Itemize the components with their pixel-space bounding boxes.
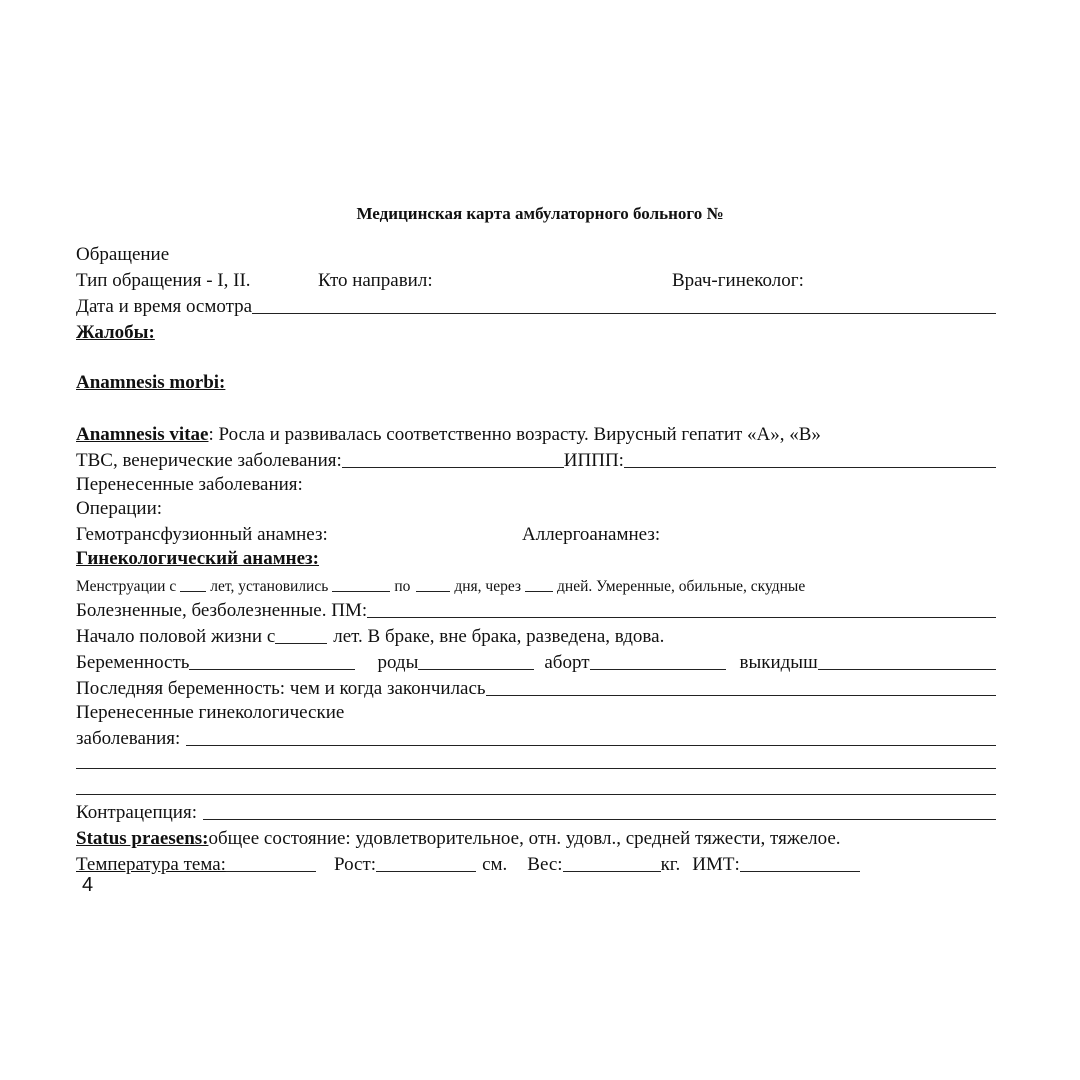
height-label: Рост:: [333, 854, 377, 875]
referred-by-label: Кто направил:: [318, 270, 433, 291]
exam-datetime-field[interactable]: [252, 297, 996, 314]
visit-type-row: [76, 266, 996, 292]
past-gyn-row-1: [76, 698, 996, 724]
past-gyn-field[interactable]: [186, 729, 996, 746]
sex-life-row: [76, 622, 996, 648]
weight-label: Вес:: [527, 854, 563, 875]
painful-label: Болезненные, безболезненные. ПМ:: [76, 600, 368, 621]
tbc-field[interactable]: [342, 451, 564, 468]
births-field[interactable]: [418, 653, 534, 670]
allergy-label: Аллергоанамнез:: [522, 524, 661, 545]
tbc-label: ТВС, венерические заболевания:: [76, 450, 342, 471]
weight-field[interactable]: [563, 855, 661, 872]
menses-text-2: лет, установились: [210, 578, 329, 595]
pregnancy-field[interactable]: [189, 653, 355, 670]
ippp-label: ИППП:: [563, 450, 624, 471]
sex-life-age-field[interactable]: [275, 627, 327, 644]
blank-line-1[interactable]: [76, 768, 996, 769]
status-row: [76, 824, 996, 850]
menses-text-5: дней. Умеренные, обильные, скудные: [557, 578, 806, 595]
contraception-row: [76, 798, 996, 824]
vitals-row: [76, 850, 996, 876]
last-pregnancy-row: [76, 674, 996, 700]
complaints-heading: Жалобы:: [76, 322, 155, 343]
blank-line-2[interactable]: [76, 794, 996, 795]
menses-text-3: по: [394, 578, 411, 595]
anamnesis-vitae-row: [76, 420, 996, 446]
temperature-field[interactable]: [226, 855, 316, 872]
sex-life-text-2: лет. В браке, вне брака, разведена, вдова.: [333, 626, 665, 647]
last-pregnancy-field[interactable]: [486, 679, 996, 696]
painful-row: [76, 596, 996, 622]
past-diseases-label: Перенесенные заболевания:: [76, 474, 303, 495]
ippp-field[interactable]: [624, 451, 996, 468]
complaints-row: [76, 318, 996, 344]
contraception-field[interactable]: [203, 803, 996, 820]
exam-datetime-row: [76, 292, 996, 318]
gyn-heading: Гинекологический анамнез:: [76, 548, 320, 569]
pregnancy-label: Беременность: [76, 652, 190, 673]
past-gyn-row-2: [76, 724, 996, 750]
births-label: роды: [377, 652, 419, 673]
doctor-label: Врач-гинеколог:: [672, 270, 804, 291]
sex-life-text-1: Начало половой жизни с: [76, 626, 276, 647]
anamnesis-vitae-heading: Anamnesis vitae: [76, 424, 209, 445]
status-heading: Status praesens:: [76, 828, 209, 849]
transfusion-label: Гемотрансфузионный анамнез:: [76, 524, 328, 545]
page-number: 4: [82, 874, 94, 896]
menses-established-field[interactable]: [332, 575, 390, 592]
tbc-row: [76, 446, 996, 472]
bmi-field[interactable]: [740, 855, 860, 872]
anamnesis-morbi-heading: Anamnesis morbi:: [76, 372, 226, 393]
abortion-field[interactable]: [590, 653, 726, 670]
bmi-label: ИМТ:: [692, 854, 740, 875]
operations-row: [76, 494, 996, 520]
last-pregnancy-label: Последняя беременность: чем и когда закончилась: [76, 678, 486, 699]
status-text: общее состояние: удовлетворительное, отн. удовл., средней тяжести, тяжелое.: [208, 828, 841, 849]
miscarriage-field[interactable]: [818, 653, 996, 670]
past-gyn-label-2: заболевания:: [76, 728, 181, 749]
past-diseases-row: [76, 470, 996, 496]
weight-unit: кг.: [660, 854, 681, 875]
transfusion-row: [76, 520, 996, 546]
pregnancy-row: [76, 648, 996, 674]
past-gyn-label-1: Перенесенные гинекологические: [76, 702, 345, 723]
operations-label: Операции:: [76, 498, 163, 519]
visit-label: Обращение: [76, 244, 170, 265]
menses-interval-field[interactable]: [525, 575, 553, 592]
exam-datetime-label: Дата и время осмотра: [76, 296, 253, 317]
pm-field[interactable]: [367, 601, 996, 618]
miscarriage-label: выкидыш: [739, 652, 818, 673]
menses-text-4: дня, через: [454, 578, 522, 595]
menses-row: [76, 570, 996, 596]
visit-type-label: Тип обращения - I, II.: [76, 270, 251, 291]
temperature-label: Температура тема:: [76, 854, 226, 875]
menses-text-1: Менструации с: [76, 578, 177, 595]
gyn-heading-row: [76, 544, 996, 570]
menses-age-field[interactable]: [180, 575, 206, 592]
contraception-label: Контрацепция:: [76, 802, 197, 823]
anamnesis-vitae-text: : Росла и развивалась соответственно возрасту. Вирусный гепатит «А», «В»: [208, 424, 821, 445]
height-unit: см.: [482, 854, 508, 875]
menses-days-field[interactable]: [416, 575, 450, 592]
page-title: Медицинская карта амбулаторного больного №: [356, 204, 724, 223]
height-field[interactable]: [376, 855, 476, 872]
anamnesis-morbi-row: [76, 368, 996, 394]
abortion-label: аборт: [544, 652, 590, 673]
visit-row: [76, 240, 996, 266]
